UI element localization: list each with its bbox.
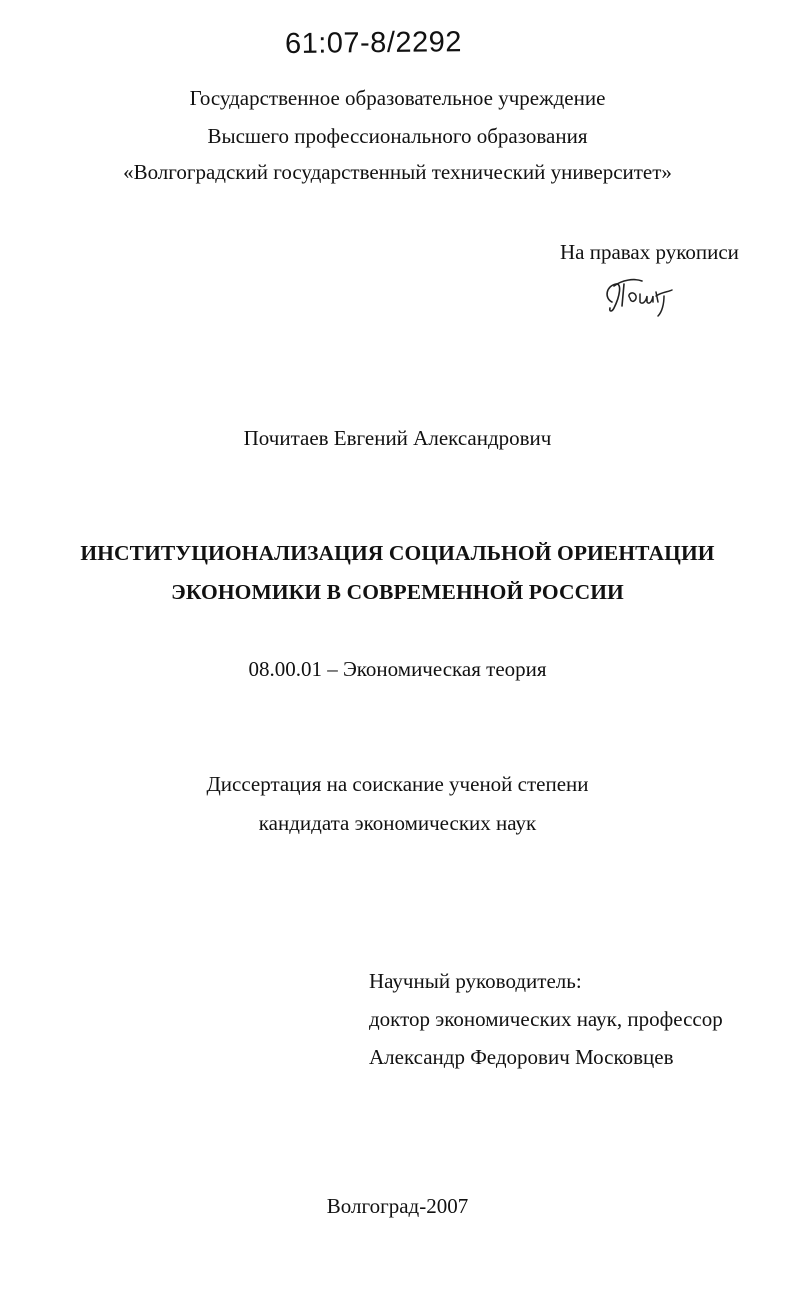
- specialty-code: 08.00.01 – Экономическая теория: [248, 657, 547, 681]
- manuscript-note: На правах рукописи: [560, 240, 739, 264]
- degree-line-1: Диссертация на соискание ученой степени: [206, 772, 589, 796]
- supervisor-label: Научный руководитель:: [369, 969, 582, 993]
- dissertation-title-line-1: ИНСТИТУЦИОНАЛИЗАЦИЯ СОЦИАЛЬНОЙ ОРИЕНТАЦИИ: [80, 541, 715, 565]
- supervisor-rank: доктор экономических наук, профессор: [369, 1007, 723, 1031]
- archive-stamp-code: 61:07-8/2292: [284, 26, 463, 60]
- author-name: Почитаев Евгений Александрович: [243, 426, 552, 450]
- institution-line-3: «Волгоградский государственный технический университет»: [123, 160, 672, 184]
- city-year: Волгоград-2007: [326, 1194, 469, 1218]
- supervisor-name: Александр Федорович Московцев: [369, 1045, 674, 1069]
- institution-line-2: Высшего профессионального образования: [207, 124, 588, 148]
- signature-icon: [600, 272, 682, 320]
- degree-line-2: кандидата экономических наук: [258, 811, 537, 835]
- institution-line-1: Государственное образовательное учреждение: [189, 86, 606, 110]
- dissertation-title-line-2: ЭКОНОМИКИ В СОВРЕМЕННОЙ РОССИИ: [171, 580, 624, 604]
